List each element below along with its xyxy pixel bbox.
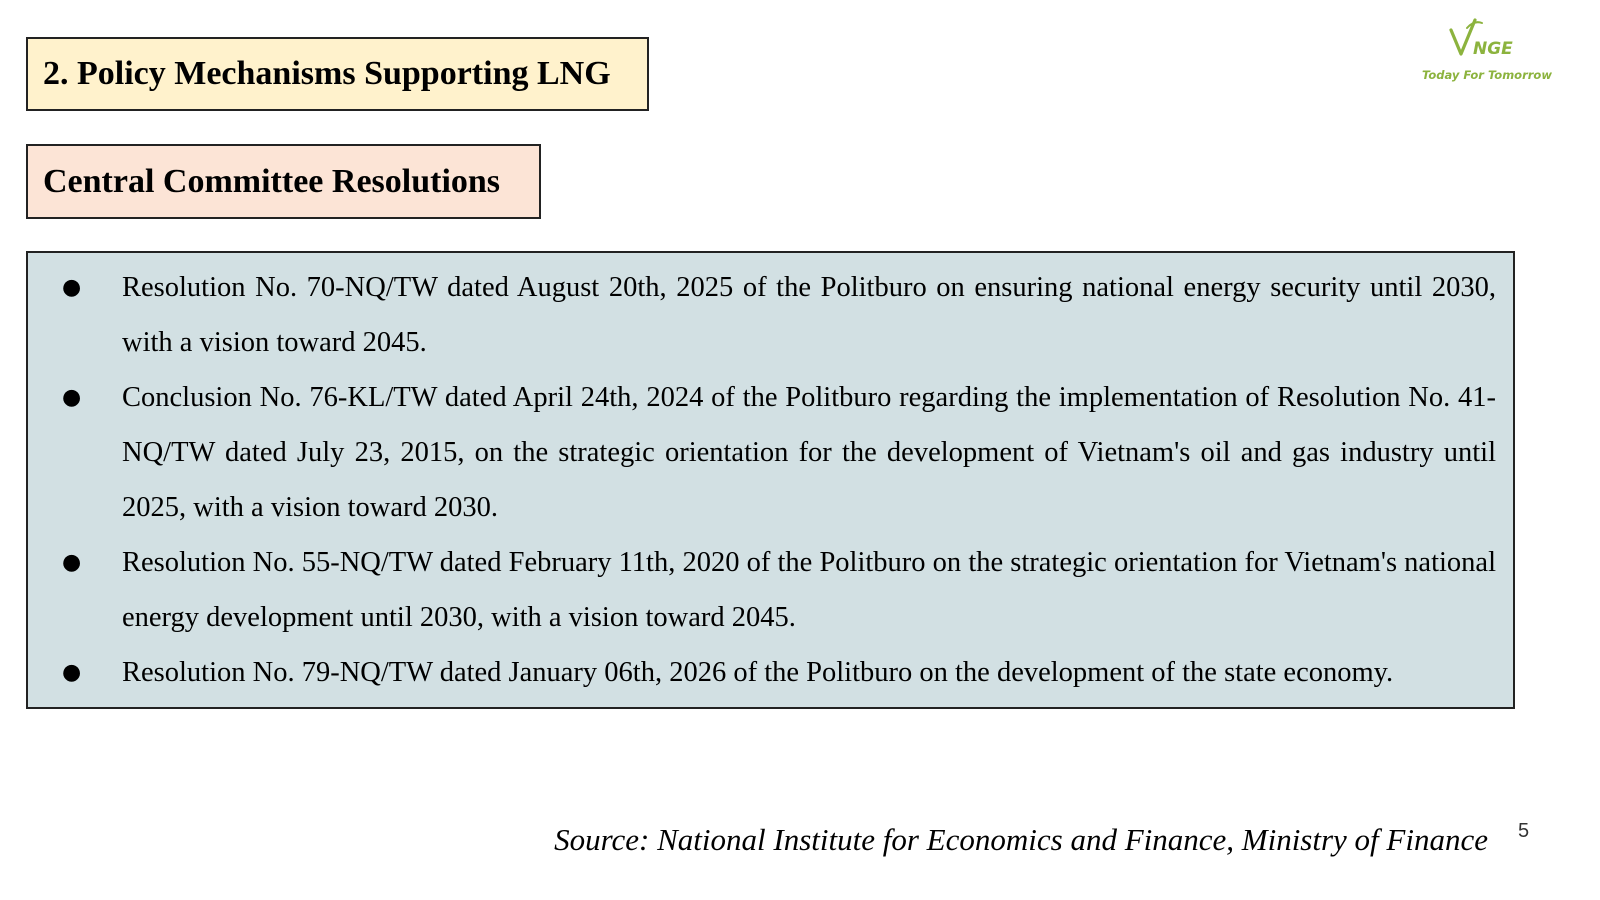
- resolution-text: Resolution No. 79-NQ/TW dated January 06th, 2026 of the Politburo on the development of the state economy.: [122, 657, 1394, 688]
- vnge-logo-icon: [1405, 14, 1565, 58]
- list-item: [28, 535, 1496, 645]
- logo-tagline: Today For Tomorrow: [1422, 68, 1552, 82]
- list-item: [28, 370, 1496, 535]
- resolutions-panel: [26, 251, 1515, 709]
- resolution-text: Conclusion No. 76-KL/TW dated April 24th, 2024 of the Politburo regarding the implementation of Resolution No. 41-NQ/TW dated July 23, 2015, on the strategic orientation for the development of Vietnam's oil and gas industry until 2025, with a vision toward 2030.: [122, 382, 1496, 523]
- section-subtitle: [26, 144, 541, 219]
- slide-title: [26, 37, 649, 111]
- resolution-text: Resolution No. 55-NQ/TW dated February 11th, 2020 of the Politburo on the strategic orientation for Vietnam's national energy development until 2030, with a vision toward 2045.: [122, 547, 1496, 633]
- bullet-icon: ●: [62, 660, 82, 685]
- section-subtitle-text: Central Committee Resolutions: [43, 162, 501, 200]
- bullet-icon: ●: [62, 275, 82, 300]
- vnge-logo: [1405, 14, 1565, 86]
- vnge-logo-letters: NGE: [1473, 39, 1513, 58]
- bullet-icon: ●: [62, 385, 82, 410]
- source-citation: Source: National Institute for Economics and Finance, Ministry of Finance: [554, 822, 1488, 857]
- list-item: [28, 260, 1496, 370]
- page-number: 5: [1518, 820, 1530, 842]
- slide-title-text: 2. Policy Mechanisms Supporting LNG: [43, 55, 611, 92]
- bullet-icon: ●: [62, 550, 82, 575]
- list-item: [28, 645, 1496, 700]
- resolutions-list: [28, 260, 1496, 700]
- resolution-text: Resolution No. 70-NQ/TW dated August 20th, 2025 of the Politburo on ensuring national energy security until 2030, with a vision toward 2045.: [122, 272, 1496, 358]
